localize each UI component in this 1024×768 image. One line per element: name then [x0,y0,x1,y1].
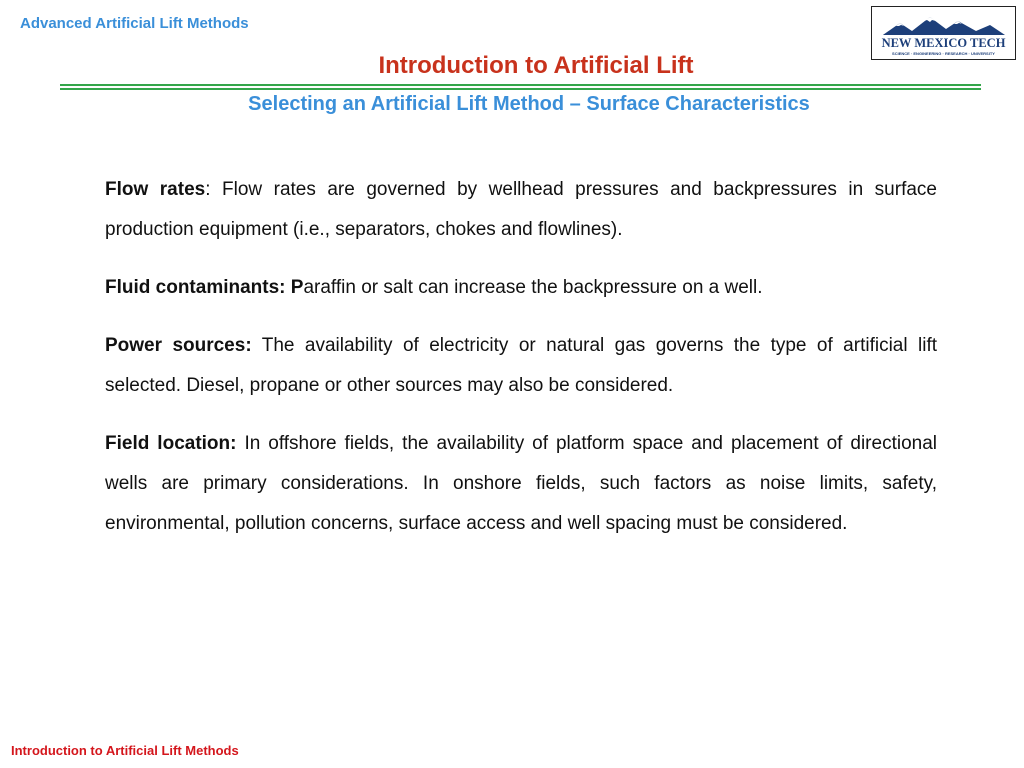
body-content [105,170,937,562]
slide-title: Introduction to Artificial Lift [378,52,694,79]
paragraph-label: Flow rates [105,179,206,200]
paragraph-fluid-contaminants [105,268,937,308]
footer-text: Introduction to Artificial Lift Methods [11,743,239,758]
paragraph-flow-rates [105,170,937,250]
logo-name: NEW MEXICO TECH [881,36,1006,50]
paragraph-label: Fluid contaminants: P [105,277,304,298]
paragraph-text: : Flow rates are governed by wellhead pressures and backpressures in surface production equipment (i.e., separators, chokes and flowlines). [105,179,937,240]
slide-subtitle: Selecting an Artificial Lift Method – Surface Characteristics [248,93,810,115]
paragraph-label: Field location: [105,433,237,454]
paragraph-text: The availability of electricity or natural gas governs the type of artificial lift selected. Diesel, propane or other sources may also be considered. [105,335,938,396]
paragraph-label: Power sources: [105,335,252,356]
title-divider [60,84,981,90]
paragraph-text: araffin or salt can increase the backpressure on a well. [303,277,763,298]
paragraph-text: In offshore fields, the availability of platform space and placement of directional wells are primary considerations. In onshore fields, such factors as noise limits, safety, environmental, pollution concerns, surface access and well spacing must be considered. [105,433,937,534]
logo-tagline: SCIENCE · ENGINEERING · RESEARCH · UNIVERSITY [892,51,995,56]
paragraph-power-sources [105,326,937,406]
course-title: Advanced Artificial Lift Methods [20,15,249,32]
paragraph-field-location [105,424,937,544]
